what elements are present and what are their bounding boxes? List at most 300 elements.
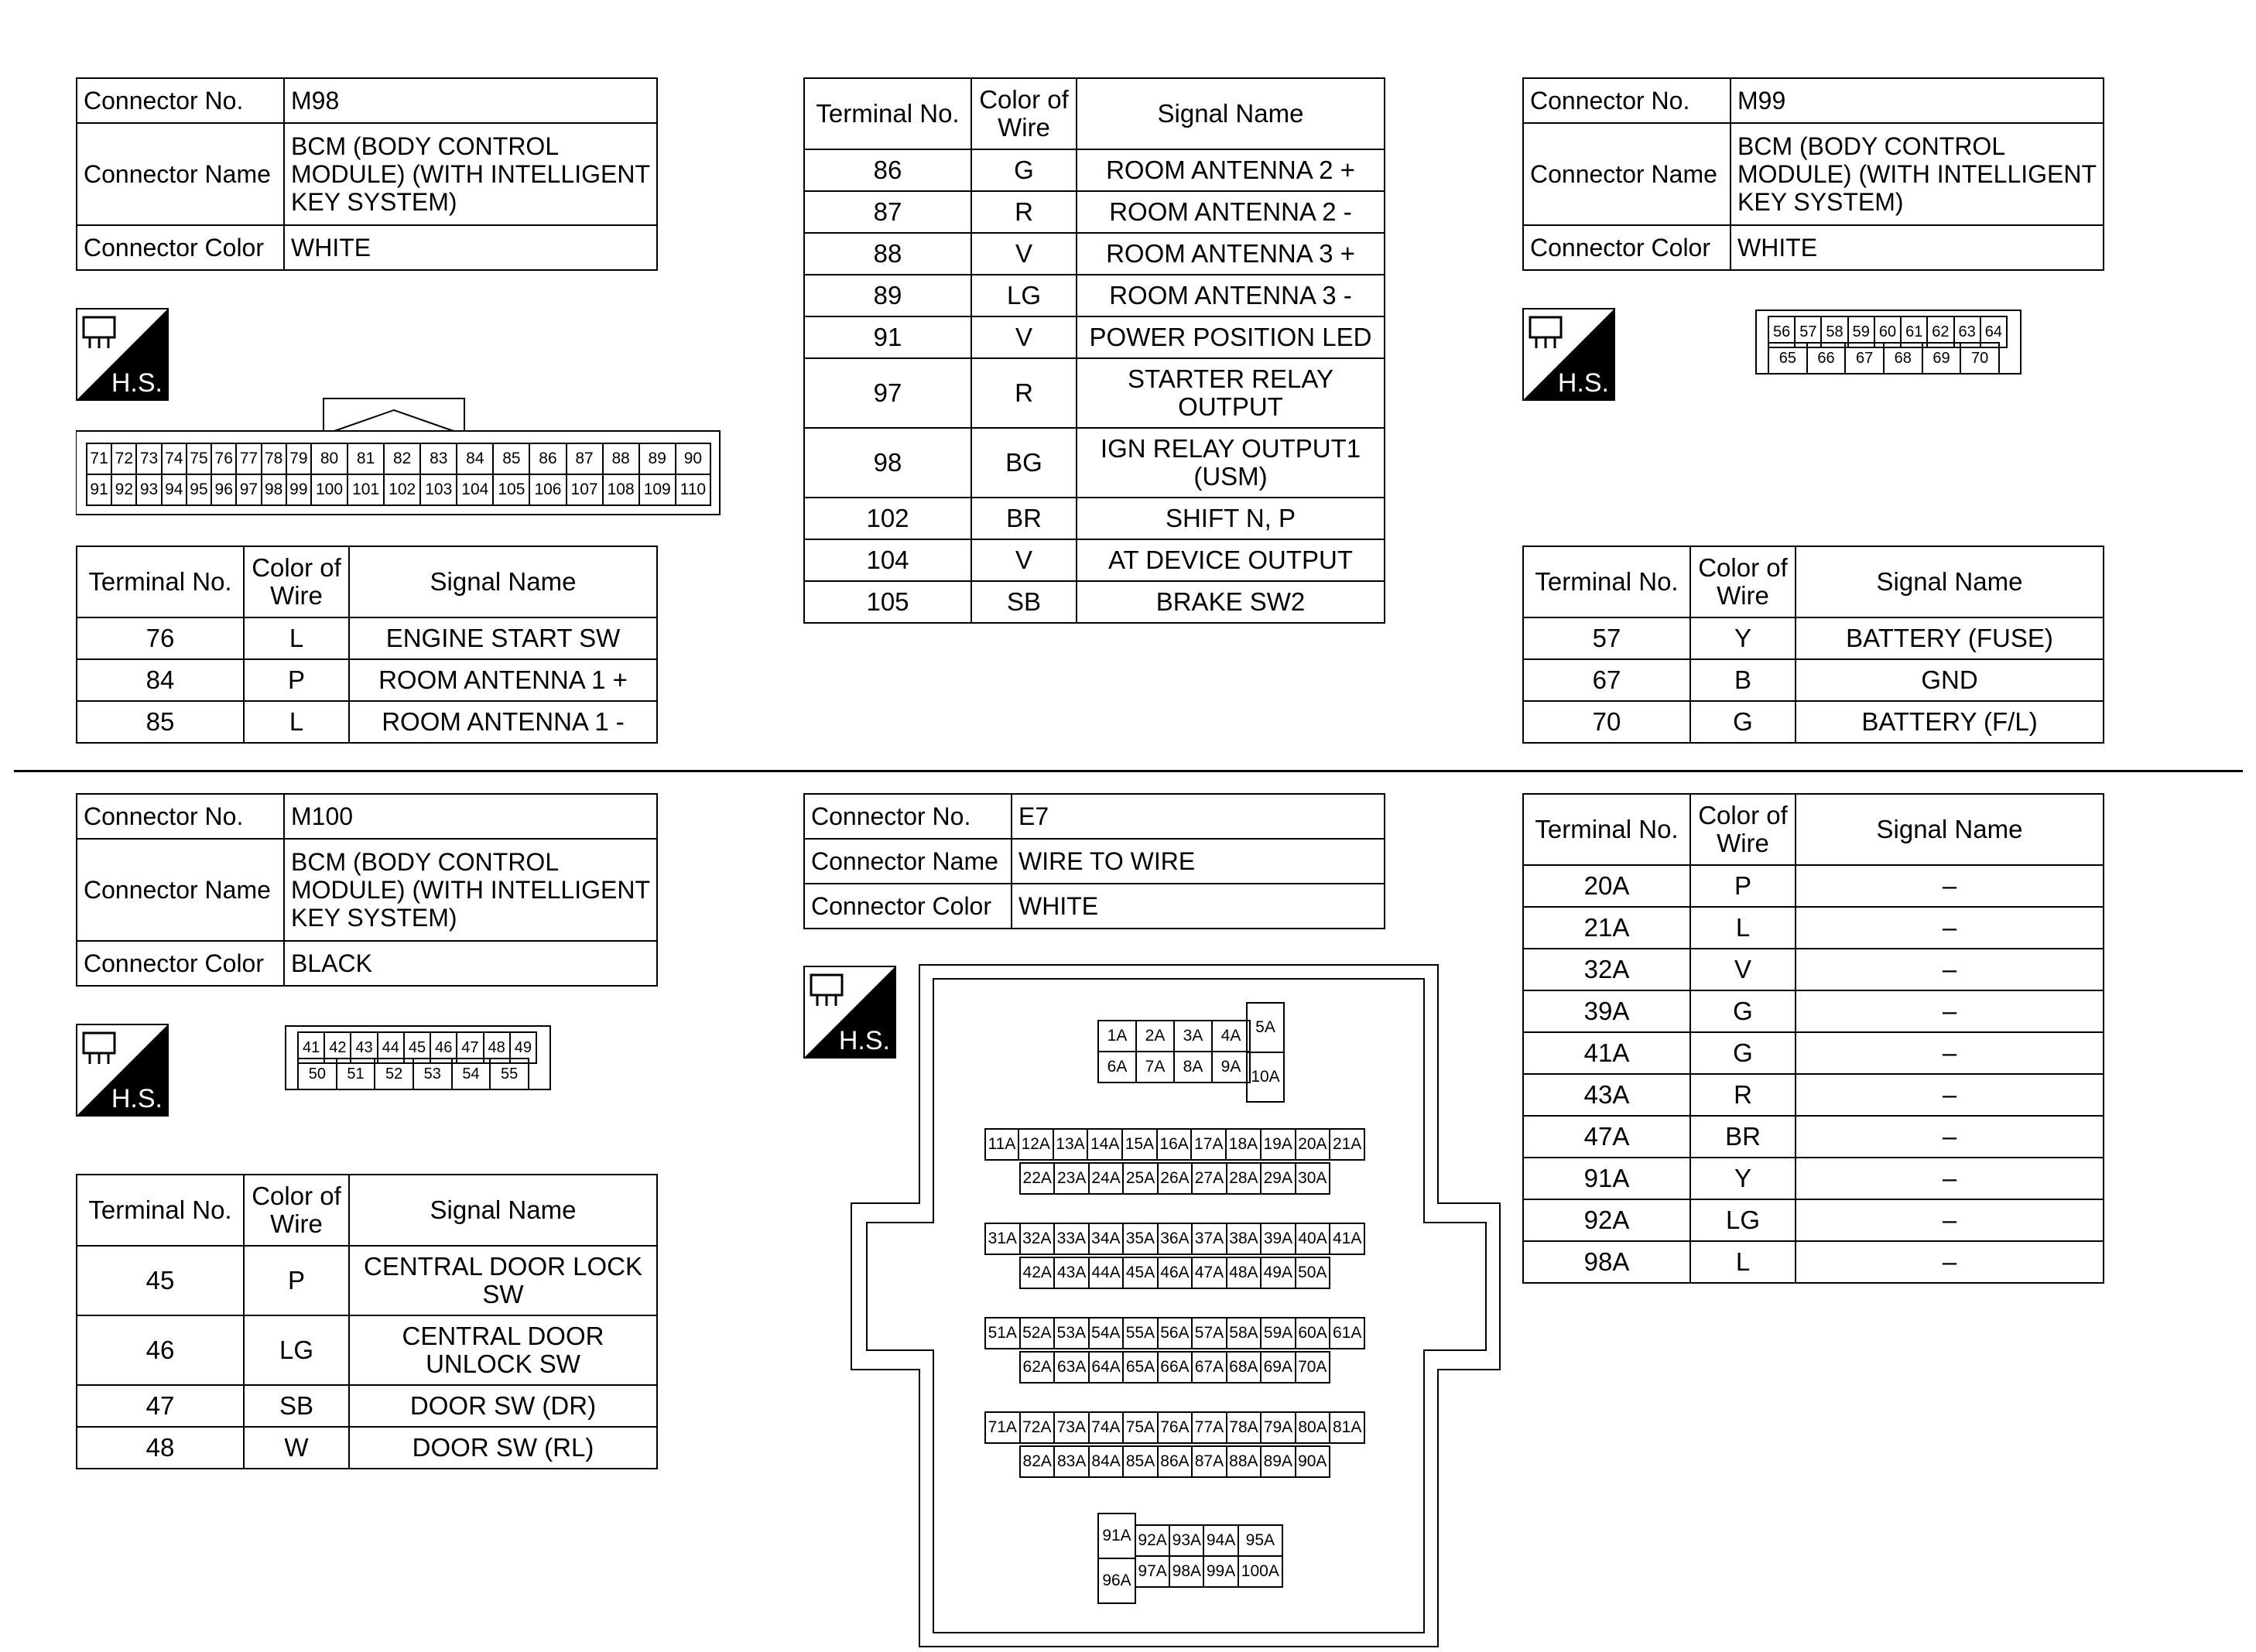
connector-no-value: M100 [284, 794, 657, 839]
terminal-row [804, 191, 1385, 233]
connector-pin: 107 [567, 474, 603, 505]
terminal-row [1523, 1158, 2104, 1199]
wire-color-cell: BR [1690, 1116, 1796, 1158]
connector-pin: 73 [136, 443, 161, 474]
wire-color-cell: V [1690, 949, 1796, 990]
signal-name-cell: GND [1796, 659, 2104, 701]
connector-pin: 68 [1884, 343, 1922, 374]
connector-pin: 54A [1089, 1318, 1124, 1349]
terminal-row [77, 659, 657, 701]
color-of-wire-header: Color of Wire [971, 78, 1077, 149]
connector-pin: 40A [1296, 1223, 1330, 1254]
connector-pin: 86 [529, 443, 566, 474]
terminal-row [1523, 659, 2104, 701]
terminal-no-header: Terminal No. [1523, 546, 1690, 617]
signal-name-cell: – [1796, 1241, 2104, 1283]
connector-pin: 110 [676, 474, 710, 505]
connector-pin: 30A [1296, 1163, 1330, 1194]
terminal-row [1523, 990, 2104, 1032]
connector-pin: 39A [1261, 1223, 1296, 1254]
terminal-no-header: Terminal No. [804, 78, 971, 149]
terminal-row [804, 581, 1385, 623]
wire-color-cell: V [971, 539, 1077, 581]
connector-pin: 63A [1054, 1352, 1088, 1383]
connector-pin: 93A [1169, 1525, 1203, 1556]
connector-pin: 92A [1135, 1525, 1169, 1556]
wire-color-cell: G [1690, 701, 1796, 743]
terminal-no-cell: 89 [804, 275, 971, 316]
connector-pin: 104 [457, 474, 493, 505]
hs-label: H.S. [111, 368, 163, 398]
signal-name-header: Signal Name [1796, 546, 2104, 617]
connector-name-label: Connector Name [804, 839, 1012, 884]
terminal-no-cell: 20A [1523, 865, 1690, 907]
connector-pin: 82 [384, 443, 420, 474]
connector-pin: 36A [1158, 1223, 1193, 1254]
connector-pin: 99 [286, 474, 311, 505]
signal-name-cell: ROOM ANTENNA 2 + [1077, 149, 1385, 191]
connector-pin: 33A [1054, 1223, 1089, 1254]
terminal-row [804, 316, 1385, 358]
terminal-row [1523, 701, 2104, 743]
terminal-no-cell: 104 [804, 539, 971, 581]
connector-pin: 69A [1261, 1352, 1295, 1383]
connector-pin: 52 [375, 1059, 413, 1089]
connector-pin: 93 [136, 474, 161, 505]
connector-pin: 56A [1158, 1318, 1193, 1349]
connector-name-value: BCM (BODY CONTROL MODULE) (WITH INTELLIGENT KEY SYSTEM) [284, 839, 657, 941]
terminal-no-header: Terminal No. [1523, 794, 1690, 865]
connector-pin: 45A [1123, 1257, 1157, 1288]
connector-pin: 85A [1123, 1446, 1157, 1477]
connector-pin: 80 [311, 443, 347, 474]
connector-pin: 47A [1192, 1257, 1226, 1288]
connector-pin: 92 [111, 474, 136, 505]
e7-pin-row-bottom [1019, 1351, 1330, 1384]
wire-color-cell: Y [1690, 1158, 1796, 1199]
wire-color-cell: L [244, 617, 349, 659]
connector-pin: 35A [1123, 1223, 1158, 1254]
wire-color-cell: R [971, 358, 1077, 428]
connector-pin: 75 [187, 443, 211, 474]
terminal-row [1523, 949, 2104, 990]
terminal-no-cell: 39A [1523, 990, 1690, 1032]
signal-name-header: Signal Name [349, 1175, 657, 1246]
connector-pin: 94 [162, 474, 187, 505]
e7-connector-info [803, 793, 1385, 929]
terminal-row [77, 1385, 657, 1427]
connector-pin: 90 [676, 443, 710, 474]
connector-pin: 57A [1192, 1318, 1227, 1349]
connector-pin: 31A [985, 1223, 1020, 1254]
connector-pin: 32A [1020, 1223, 1055, 1254]
terminal-no-header: Terminal No. [77, 546, 244, 617]
harness-side-icon [76, 308, 169, 401]
e7-pin: 5A [1247, 1003, 1284, 1052]
signal-name-header: Signal Name [1077, 78, 1385, 149]
signal-name-cell: DOOR SW (DR) [349, 1385, 657, 1427]
connector-pin: 21A [1330, 1129, 1364, 1160]
connector-pin: 79A [1261, 1412, 1296, 1443]
terminal-no-cell: 85 [77, 701, 244, 743]
terminal-row [1523, 1199, 2104, 1241]
connector-pin: 109 [639, 474, 676, 505]
connector-name-value: BCM (BODY CONTROL MODULE) (WITH INTELLIGENT KEY SYSTEM) [284, 123, 657, 225]
terminal-row [77, 701, 657, 743]
connector-pin: 87A [1192, 1446, 1226, 1477]
signal-name-cell: – [1796, 1199, 2104, 1241]
connector-color-label: Connector Color [77, 941, 284, 986]
connector-color-value: WHITE [284, 225, 657, 270]
connector-pin: 56 [1768, 316, 1795, 347]
e7-pin: 10A [1247, 1052, 1284, 1102]
connector-pin: 50 [298, 1059, 337, 1089]
connector-pin: 100A [1238, 1556, 1282, 1587]
connector-pin: 77 [236, 443, 261, 474]
terminal-no-cell: 91 [804, 316, 971, 358]
connector-pin: 61A [1330, 1318, 1364, 1349]
terminal-no-cell: 86 [804, 149, 971, 191]
connector-pin: 67 [1845, 343, 1884, 374]
e7-pin-row-bottom [1019, 1257, 1330, 1289]
connector-pin: 34A [1089, 1223, 1124, 1254]
connector-name-value: BCM (BODY CONTROL MODULE) (WITH INTELLIGENT KEY SYSTEM) [1731, 123, 2104, 225]
connector-pin: 3A [1174, 1021, 1212, 1052]
terminal-row [1523, 865, 2104, 907]
connector-pin: 60A [1296, 1318, 1330, 1349]
connector-pin: 98A [1169, 1556, 1203, 1587]
wire-color-cell: G [1690, 990, 1796, 1032]
e7-pin: 96A [1098, 1558, 1135, 1603]
color-of-wire-header: Color of Wire [1690, 546, 1796, 617]
terminal-no-cell: 47A [1523, 1116, 1690, 1158]
e7-pin-block-1 [1097, 1020, 1251, 1083]
connector-pin: 51 [337, 1059, 375, 1089]
color-of-wire-header: Color of Wire [244, 546, 349, 617]
connector-pin: 64A [1089, 1352, 1123, 1383]
connector-color-value: WHITE [1012, 884, 1385, 929]
wire-color-cell: Y [1690, 617, 1796, 659]
connector-pin: 42 [324, 1032, 351, 1063]
m99-connector-info [1522, 77, 2104, 271]
wire-color-cell: L [1690, 1241, 1796, 1283]
connector-pin: 51A [985, 1318, 1020, 1349]
connector-pin: 83 [420, 443, 457, 474]
signal-name-cell: ROOM ANTENNA 3 - [1077, 275, 1385, 316]
terminal-no-cell: 70 [1523, 701, 1690, 743]
connector-pin: 108 [603, 474, 639, 505]
connector-pin: 44 [378, 1032, 404, 1063]
e7-pin-block-last [1135, 1524, 1283, 1588]
connector-pin: 38A [1227, 1223, 1262, 1254]
connector-pin: 15A [1122, 1129, 1157, 1160]
terminal-row [804, 358, 1385, 428]
signal-name-cell: ROOM ANTENNA 3 + [1077, 233, 1385, 275]
connector-pin: 72A [1020, 1412, 1055, 1443]
terminal-no-cell: 67 [1523, 659, 1690, 701]
connector-pin: 49 [510, 1032, 536, 1063]
connector-pin: 80A [1296, 1412, 1330, 1443]
connector-pin: 44A [1089, 1257, 1123, 1288]
wire-color-cell: G [1690, 1032, 1796, 1074]
connector-pin: 61 [1901, 316, 1927, 347]
signal-name-cell: IGN RELAY OUTPUT1 (USM) [1077, 428, 1385, 498]
connector-pin: 98 [262, 474, 286, 505]
connector-name-label: Connector Name [1523, 123, 1731, 225]
wire-color-cell: V [971, 316, 1077, 358]
connector-pin: 55A [1123, 1318, 1158, 1349]
connector-pin: 74A [1089, 1412, 1124, 1443]
connector-pin: 16A [1157, 1129, 1192, 1160]
terminal-row [804, 275, 1385, 316]
terminal-no-cell: 92A [1523, 1199, 1690, 1241]
terminal-no-cell: 43A [1523, 1074, 1690, 1116]
m100-pin-grid-bottom [297, 1058, 529, 1090]
connector-pin: 1A [1098, 1021, 1136, 1052]
signal-name-cell: – [1796, 865, 2104, 907]
hs-label: H.S. [838, 1026, 890, 1055]
signal-name-cell: ROOM ANTENNA 1 - [349, 701, 657, 743]
signal-name-cell: – [1796, 1116, 2104, 1158]
terminal-no-cell: 102 [804, 498, 971, 539]
connector-pin: 66 [1807, 343, 1846, 374]
connector-pin: 68A [1227, 1352, 1261, 1383]
m99-terminal-table [1522, 546, 2104, 744]
connector-pin: 49A [1261, 1257, 1295, 1288]
connector-pin: 48A [1227, 1257, 1261, 1288]
connector-pin: 59 [1848, 316, 1874, 347]
connector-color-label: Connector Color [77, 225, 284, 270]
connector-pin: 99A [1203, 1556, 1238, 1587]
connector-pin: 41 [298, 1032, 324, 1063]
connector-pin: 54 [452, 1059, 491, 1089]
signal-name-header: Signal Name [1796, 794, 2104, 865]
connector-pin: 83A [1054, 1446, 1088, 1477]
connector-pin: 97 [236, 474, 261, 505]
m98-terminal-table [76, 546, 658, 744]
signal-name-cell: SHIFT N, P [1077, 498, 1385, 539]
m98-connector-info [76, 77, 658, 271]
wire-color-cell: V [971, 233, 1077, 275]
connector-pin: 71A [985, 1412, 1020, 1443]
connector-pin: 78 [262, 443, 286, 474]
signal-name-cell: POWER POSITION LED [1077, 316, 1385, 358]
connector-pin: 28A [1227, 1163, 1261, 1194]
e7-terminal-table [1522, 793, 2104, 1284]
connector-color-value: WHITE [1731, 225, 2104, 270]
connector-pin: 48 [484, 1032, 510, 1063]
terminal-no-cell: 47 [77, 1385, 244, 1427]
hs-label: H.S. [1557, 368, 1609, 398]
connector-pin: 67A [1192, 1352, 1226, 1383]
e7-pin-row-top [984, 1223, 1365, 1255]
connector-pin: 11A [985, 1129, 1018, 1160]
terminal-no-cell: 91A [1523, 1158, 1690, 1199]
connector-color-label: Connector Color [804, 884, 1012, 929]
terminal-row [77, 1427, 657, 1469]
connector-pin: 46A [1158, 1257, 1192, 1288]
connector-pin: 4A [1212, 1021, 1250, 1052]
connector-pin: 60 [1874, 316, 1901, 347]
wire-color-cell: SB [971, 581, 1077, 623]
connector-pin: 81A [1330, 1412, 1364, 1443]
signal-name-cell: CENTRAL DOOR UNLOCK SW [349, 1315, 657, 1385]
connector-pin: 58 [1821, 316, 1847, 347]
connector-pin: 57 [1795, 316, 1821, 347]
terminal-no-cell: 88 [804, 233, 971, 275]
connector-pin: 17A [1191, 1129, 1226, 1160]
connector-no-label: Connector No. [77, 794, 284, 839]
color-of-wire-header: Color of Wire [244, 1175, 349, 1246]
connector-pin: 53 [413, 1059, 452, 1089]
terminal-row [1523, 1074, 2104, 1116]
terminal-no-cell: 84 [77, 659, 244, 701]
connector-pin: 89A [1261, 1446, 1295, 1477]
signal-name-cell: ROOM ANTENNA 1 + [349, 659, 657, 701]
e7-pin-row-top [984, 1317, 1365, 1349]
terminal-row [804, 498, 1385, 539]
color-of-wire-header: Color of Wire [1690, 794, 1796, 865]
wire-color-cell: L [244, 701, 349, 743]
connector-pin: 69 [1922, 343, 1961, 374]
terminal-no-cell: 57 [1523, 617, 1690, 659]
terminal-row [804, 233, 1385, 275]
signal-name-cell: ENGINE START SW [349, 617, 657, 659]
connector-pin: 84A [1089, 1446, 1123, 1477]
signal-name-cell: DOOR SW (RL) [349, 1427, 657, 1469]
connector-pin: 76A [1158, 1412, 1193, 1443]
connector-pin: 59A [1261, 1318, 1296, 1349]
connector-pin: 14A [1087, 1129, 1122, 1160]
connector-pin: 102 [384, 474, 420, 505]
connector-pin: 90A [1296, 1446, 1330, 1477]
connector-pin: 29A [1261, 1163, 1295, 1194]
harness-side-icon [1522, 308, 1615, 401]
terminal-no-cell: 32A [1523, 949, 1690, 990]
wire-color-cell: R [1690, 1074, 1796, 1116]
signal-name-cell: BATTERY (F/L) [1796, 701, 2104, 743]
connector-pin: 18A [1226, 1129, 1261, 1160]
connector-pin: 72 [111, 443, 136, 474]
wire-color-cell: L [1690, 907, 1796, 949]
connector-pin: 2A [1136, 1021, 1174, 1052]
connector-pin: 65A [1123, 1352, 1157, 1383]
connector-name-value: WIRE TO WIRE [1012, 839, 1385, 884]
terminal-row [77, 617, 657, 659]
wire-color-cell: G [971, 149, 1077, 191]
signal-name-cell: STARTER RELAY OUTPUT [1077, 358, 1385, 428]
terminal-no-cell: 41A [1523, 1032, 1690, 1074]
terminal-row [1523, 907, 2104, 949]
connector-pin: 53A [1054, 1318, 1089, 1349]
signal-name-cell: CENTRAL DOOR LOCK SW [349, 1246, 657, 1315]
connector-no-value: E7 [1012, 794, 1385, 839]
m100-terminal-table [76, 1174, 658, 1469]
terminal-row [77, 1315, 657, 1385]
terminal-row [804, 428, 1385, 498]
wire-color-cell: BG [971, 428, 1077, 498]
terminal-no-cell: 87 [804, 191, 971, 233]
connector-pin: 79 [286, 443, 311, 474]
connector-no-label: Connector No. [1523, 78, 1731, 123]
connector-pin: 88 [603, 443, 639, 474]
e7-pin: 91A [1098, 1513, 1135, 1558]
wire-color-cell: LG [971, 275, 1077, 316]
signal-name-cell: BRAKE SW2 [1077, 581, 1385, 623]
terminal-row [1523, 1241, 2104, 1283]
terminal-no-cell: 98A [1523, 1241, 1690, 1283]
connector-pin: 89 [639, 443, 676, 474]
connector-pin: 20A [1296, 1129, 1330, 1160]
wire-color-cell: W [244, 1427, 349, 1469]
terminal-no-cell: 97 [804, 358, 971, 428]
e7-pin-row-top [984, 1128, 1365, 1161]
connector-pin: 101 [347, 474, 384, 505]
connector-color-value: BLACK [284, 941, 657, 986]
connector-pin: 91 [87, 474, 111, 505]
terminal-row [1523, 1116, 2104, 1158]
connector-name-label: Connector Name [77, 123, 284, 225]
connector-pin: 22A [1020, 1163, 1054, 1194]
m100-connector-info [76, 793, 658, 987]
connector-pin: 106 [529, 474, 566, 505]
connector-pin: 50A [1296, 1257, 1330, 1288]
connector-pin: 100 [311, 474, 347, 505]
connector-pin: 62 [1927, 316, 1953, 347]
connector-pin: 84 [457, 443, 493, 474]
terminal-no-cell: 46 [77, 1315, 244, 1385]
connector-pin: 24A [1089, 1163, 1123, 1194]
connector-pin: 37A [1192, 1223, 1227, 1254]
terminal-no-cell: 48 [77, 1427, 244, 1469]
wire-color-cell: P [244, 1246, 349, 1315]
e7-pin-block-last-left [1097, 1513, 1136, 1604]
connector-pin: 95A [1238, 1525, 1282, 1556]
terminal-row [77, 1246, 657, 1315]
connector-pin: 64 [1980, 316, 2007, 347]
connector-pin: 6A [1098, 1052, 1136, 1083]
connector-pin: 41A [1330, 1223, 1364, 1254]
connector-pin: 65 [1768, 343, 1807, 374]
signal-name-cell: – [1796, 1158, 2104, 1199]
connector-pin: 95 [187, 474, 211, 505]
terminal-row [1523, 1032, 2104, 1074]
connector-pin: 7A [1136, 1052, 1174, 1083]
terminal-row [804, 539, 1385, 581]
connector-pin: 74 [162, 443, 187, 474]
connector-pin: 97A [1135, 1556, 1169, 1587]
terminal-no-cell: 76 [77, 617, 244, 659]
terminal-row [804, 149, 1385, 191]
terminal-no-cell: 45 [77, 1246, 244, 1315]
connector-pin: 46 [430, 1032, 457, 1063]
wire-color-cell: B [1690, 659, 1796, 701]
signal-name-cell: BATTERY (FUSE) [1796, 617, 2104, 659]
connector-pin: 8A [1174, 1052, 1212, 1083]
terminal-no-cell: 98 [804, 428, 971, 498]
e7-pin-row-bottom [1019, 1445, 1330, 1478]
connector-no-label: Connector No. [77, 78, 284, 123]
m98-continued-terminal-table [803, 77, 1385, 624]
wire-color-cell: LG [1690, 1199, 1796, 1241]
connector-pin: 66A [1158, 1352, 1192, 1383]
harness-side-icon [76, 1024, 169, 1117]
signal-name-cell: ROOM ANTENNA 2 - [1077, 191, 1385, 233]
section-divider [14, 770, 2243, 772]
signal-name-cell: – [1796, 907, 2104, 949]
connector-pin: 12A [1018, 1129, 1053, 1160]
m98-pin-grid [86, 443, 711, 506]
